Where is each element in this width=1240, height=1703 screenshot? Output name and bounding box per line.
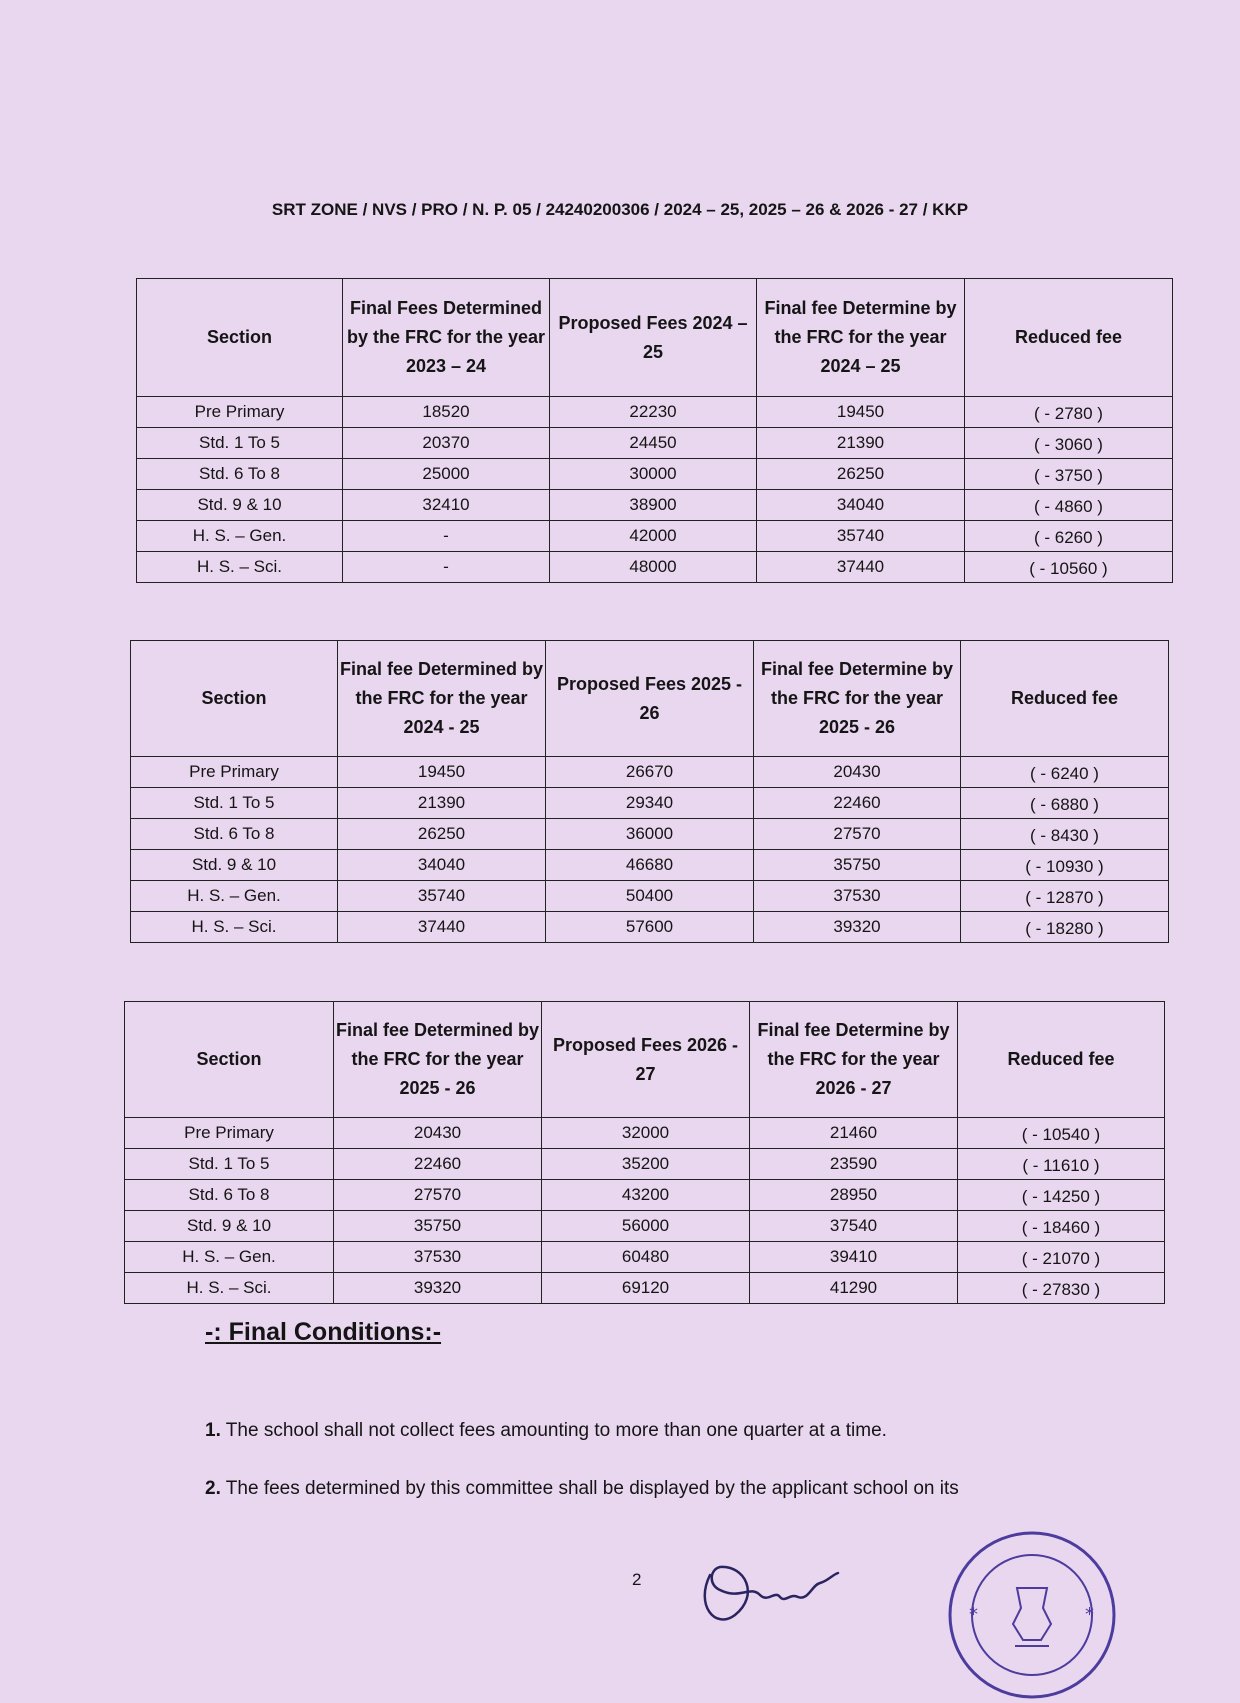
cell-proposed: 57600 bbox=[546, 912, 754, 943]
condition-text: The fees determined by this committee shall be displayed by the applicant school on its bbox=[220, 1478, 959, 1499]
fee-table-2025-26 bbox=[130, 640, 1169, 943]
cell-final-new: 23590 bbox=[750, 1149, 958, 1180]
table-row bbox=[125, 1149, 1165, 1180]
header-section: Section bbox=[131, 641, 338, 757]
header-section: Section bbox=[125, 1002, 334, 1118]
cell-final-new: 37530 bbox=[754, 881, 961, 912]
cell-section: Std. 9 & 10 bbox=[131, 850, 338, 881]
cell-reduced: ( - 14250 ) bbox=[958, 1180, 1165, 1211]
condition-text: The school shall not collect fees amounting to more than one quarter at a time. bbox=[220, 1420, 887, 1441]
cell-section: H. S. – Sci. bbox=[131, 912, 338, 943]
table-row bbox=[137, 490, 1173, 521]
cell-proposed: 30000 bbox=[550, 459, 757, 490]
cell-reduced: ( - 10930 ) bbox=[961, 850, 1169, 881]
cell-reduced: ( - 6880 ) bbox=[961, 788, 1169, 819]
header-proposed: Proposed Fees 2026 - 27 bbox=[542, 1002, 750, 1118]
cell-reduced: ( - 18460 ) bbox=[958, 1211, 1165, 1242]
cell-final-prev: 34040 bbox=[338, 850, 546, 881]
conditions-title: -: Final Conditions:- bbox=[205, 1318, 442, 1346]
cell-final-prev: 20430 bbox=[334, 1118, 542, 1149]
cell-final-new: 39410 bbox=[750, 1242, 958, 1273]
cell-final-new: 37440 bbox=[757, 552, 965, 583]
header-final-prev: Final fee Determined by the FRC for the year 2025 - 26 bbox=[334, 1002, 542, 1118]
cell-reduced: ( - 8430 ) bbox=[961, 819, 1169, 850]
cell-proposed: 35200 bbox=[542, 1149, 750, 1180]
header-reduced: Reduced fee bbox=[961, 641, 1169, 757]
table-row bbox=[137, 428, 1173, 459]
cell-section: Std. 9 & 10 bbox=[125, 1211, 334, 1242]
cell-final-prev: 39320 bbox=[334, 1273, 542, 1304]
cell-final-new: 37540 bbox=[750, 1211, 958, 1242]
table-row bbox=[137, 552, 1173, 583]
table-row bbox=[137, 459, 1173, 490]
signature-icon bbox=[690, 1545, 850, 1635]
cell-final-prev: 37530 bbox=[334, 1242, 542, 1273]
cell-final-new: 39320 bbox=[754, 912, 961, 943]
cell-reduced: ( - 4860 ) bbox=[965, 490, 1173, 521]
table-row bbox=[131, 819, 1169, 850]
cell-proposed: 48000 bbox=[550, 552, 757, 583]
table-row bbox=[137, 397, 1173, 428]
cell-section: H. S. – Gen. bbox=[125, 1242, 334, 1273]
cell-final-new: 28950 bbox=[750, 1180, 958, 1211]
cell-section: Std. 1 To 5 bbox=[137, 428, 343, 459]
header-reduced: Reduced fee bbox=[958, 1002, 1165, 1118]
cell-section: Std. 6 To 8 bbox=[125, 1180, 334, 1211]
cell-proposed: 43200 bbox=[542, 1180, 750, 1211]
header-proposed: Proposed Fees 2025 - 26 bbox=[546, 641, 754, 757]
cell-section: Std. 9 & 10 bbox=[137, 490, 343, 521]
cell-section: H. S. – Sci. bbox=[125, 1273, 334, 1304]
reference-number: SRT ZONE / NVS / PRO / N. P. 05 / 24240200306 / 2024 – 25, 2025 – 26 & 2026 - 27 / KKP bbox=[271, 200, 969, 219]
cell-final-prev: 20370 bbox=[343, 428, 550, 459]
cell-final-new: 35750 bbox=[754, 850, 961, 881]
cell-reduced: ( - 10540 ) bbox=[958, 1118, 1165, 1149]
cell-section: Std. 6 To 8 bbox=[131, 819, 338, 850]
cell-proposed: 22230 bbox=[550, 397, 757, 428]
cell-proposed: 38900 bbox=[550, 490, 757, 521]
cell-reduced: ( - 3060 ) bbox=[965, 428, 1173, 459]
cell-final-prev: 21390 bbox=[338, 788, 546, 819]
header-final-new: Final fee Determine by the FRC for the year 2026 - 27 bbox=[750, 1002, 958, 1118]
cell-final-prev: 22460 bbox=[334, 1149, 542, 1180]
cell-proposed: 32000 bbox=[542, 1118, 750, 1149]
condition-number: 2. bbox=[205, 1478, 221, 1499]
cell-final-new: 41290 bbox=[750, 1273, 958, 1304]
cell-reduced: ( - 27830 ) bbox=[958, 1273, 1165, 1304]
cell-final-new: 19450 bbox=[757, 397, 965, 428]
cell-reduced: ( - 6240 ) bbox=[961, 757, 1169, 788]
cell-proposed: 24450 bbox=[550, 428, 757, 459]
cell-final-prev: 26250 bbox=[338, 819, 546, 850]
cell-final-new: 22460 bbox=[754, 788, 961, 819]
cell-proposed: 26670 bbox=[546, 757, 754, 788]
fee-table-2024-25 bbox=[136, 278, 1173, 583]
cell-proposed: 36000 bbox=[546, 819, 754, 850]
cell-reduced: ( - 10560 ) bbox=[965, 552, 1173, 583]
cell-final-prev: 19450 bbox=[338, 757, 546, 788]
header-reduced: Reduced fee bbox=[965, 279, 1173, 397]
cell-final-prev: 27570 bbox=[334, 1180, 542, 1211]
cell-final-new: 26250 bbox=[757, 459, 965, 490]
header-final-prev: Final fee Determined by the FRC for the year 2024 - 25 bbox=[338, 641, 546, 757]
cell-final-new: 27570 bbox=[754, 819, 961, 850]
cell-final-new: 21390 bbox=[757, 428, 965, 459]
cell-proposed: 50400 bbox=[546, 881, 754, 912]
table-row bbox=[125, 1242, 1165, 1273]
cell-reduced: ( - 11610 ) bbox=[958, 1149, 1165, 1180]
cell-section: Pre Primary bbox=[125, 1118, 334, 1149]
cell-final-prev: 35740 bbox=[338, 881, 546, 912]
table-row bbox=[125, 1180, 1165, 1211]
svg-text:*: * bbox=[1085, 1604, 1094, 1625]
table-row bbox=[125, 1211, 1165, 1242]
cell-proposed: 42000 bbox=[550, 521, 757, 552]
header-section: Section bbox=[137, 279, 343, 397]
cell-final-new: 20430 bbox=[754, 757, 961, 788]
header-final-new: Final fee Determine by the FRC for the year 2024 – 25 bbox=[757, 279, 965, 397]
cell-reduced: ( - 6260 ) bbox=[965, 521, 1173, 552]
table-row bbox=[137, 521, 1173, 552]
cell-section: Pre Primary bbox=[131, 757, 338, 788]
cell-final-prev: 25000 bbox=[343, 459, 550, 490]
table-row bbox=[131, 881, 1169, 912]
cell-final-prev: 35750 bbox=[334, 1211, 542, 1242]
cell-final-new: 35740 bbox=[757, 521, 965, 552]
cell-section: Std. 1 To 5 bbox=[125, 1149, 334, 1180]
cell-reduced: ( - 12870 ) bbox=[961, 881, 1169, 912]
header-final-new: Final fee Determine by the FRC for the year 2025 - 26 bbox=[754, 641, 961, 757]
cell-proposed: 46680 bbox=[546, 850, 754, 881]
fee-table-2026-27 bbox=[124, 1001, 1165, 1304]
cell-section: Std. 6 To 8 bbox=[137, 459, 343, 490]
svg-text:*: * bbox=[969, 1604, 978, 1625]
cell-reduced: ( - 3750 ) bbox=[965, 459, 1173, 490]
cell-proposed: 69120 bbox=[542, 1273, 750, 1304]
table-row bbox=[131, 757, 1169, 788]
cell-final-new: 21460 bbox=[750, 1118, 958, 1149]
cell-proposed: 56000 bbox=[542, 1211, 750, 1242]
table-row bbox=[125, 1273, 1165, 1304]
cell-final-prev: 32410 bbox=[343, 490, 550, 521]
header-final-prev: Final Fees Determined by the FRC for the year 2023 – 24 bbox=[343, 279, 550, 397]
cell-reduced: ( - 21070 ) bbox=[958, 1242, 1165, 1273]
cell-final-new: 34040 bbox=[757, 490, 965, 521]
cell-section: Std. 1 To 5 bbox=[131, 788, 338, 819]
table-row bbox=[131, 912, 1169, 943]
table-row bbox=[131, 788, 1169, 819]
condition-item bbox=[205, 1478, 959, 1500]
cell-section: H. S. – Gen. bbox=[137, 521, 343, 552]
cell-proposed: 29340 bbox=[546, 788, 754, 819]
table-row bbox=[131, 850, 1169, 881]
header-proposed: Proposed Fees 2024 – 25 bbox=[550, 279, 757, 397]
condition-item bbox=[205, 1420, 887, 1442]
cell-proposed: 60480 bbox=[542, 1242, 750, 1273]
page-number: 2 bbox=[632, 1570, 642, 1589]
cell-reduced: ( - 18280 ) bbox=[961, 912, 1169, 943]
cell-final-prev: - bbox=[343, 521, 550, 552]
cell-section: H. S. – Sci. bbox=[137, 552, 343, 583]
cell-final-prev: 18520 bbox=[343, 397, 550, 428]
cell-final-prev: 37440 bbox=[338, 912, 546, 943]
cell-final-prev: - bbox=[343, 552, 550, 583]
official-seal-icon bbox=[945, 1528, 1120, 1703]
cell-section: Pre Primary bbox=[137, 397, 343, 428]
cell-reduced: ( - 2780 ) bbox=[965, 397, 1173, 428]
table-row bbox=[125, 1118, 1165, 1149]
cell-section: H. S. – Gen. bbox=[131, 881, 338, 912]
condition-number: 1. bbox=[205, 1420, 221, 1441]
